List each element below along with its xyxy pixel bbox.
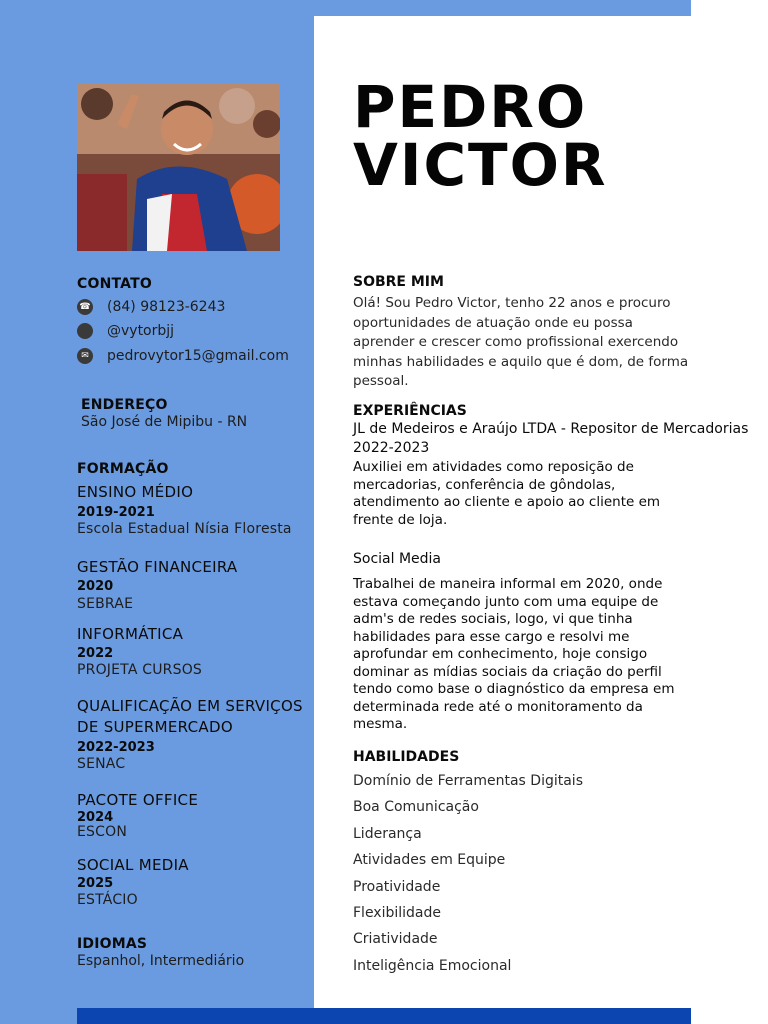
skills-list — [353, 768, 583, 979]
edu-year: 2019-2021 — [77, 505, 155, 520]
list-item: Proatividade — [353, 878, 441, 895]
experience-description: Trabalhei de maneira informal em 2020, onde estava começando junto com uma equipe de adm's de redes sociais, logo, vi que tinha habilidades para esse cargo e resolvi me aprofundar em conhecimento, hoje consigo dominar as mídias sociais da criação do perfil tendo como base o diagnóstico da empresa em determinada rede até o monitoramento da mesma. — [353, 576, 675, 732]
profile-photo-image — [77, 84, 280, 251]
contato-heading: CONTATO — [77, 276, 152, 292]
edu-institution: Escola Estadual Nísia Floresta — [77, 521, 292, 537]
edu-year: 2024 — [77, 810, 114, 825]
experience-title: JL de Medeiros e Araújo LTDA - Repositor de Mercadorias — [353, 421, 749, 437]
profile-photo — [77, 84, 280, 251]
edu-year: 2022 — [77, 646, 114, 661]
edu-title: PACOTE OFFICE — [77, 791, 199, 809]
phone-icon: ☎ — [77, 299, 93, 315]
formacao-heading: FORMAÇÃO — [77, 461, 169, 477]
list-item: Atividades em Equipe — [353, 852, 506, 869]
first-name: PEDRO — [353, 73, 588, 141]
idiomas-value: Espanhol, Intermediário — [77, 953, 245, 969]
instagram-value: @vytorbjj — [107, 323, 175, 339]
last-name: VICTOR — [353, 131, 608, 199]
edu-year: 2022-2023 — [77, 740, 155, 755]
experiencias-heading: EXPERIÊNCIAS — [353, 403, 467, 419]
experience-title: Social Media — [353, 551, 442, 567]
email-icon: ✉ — [77, 348, 93, 364]
contact-email — [77, 347, 289, 365]
edu-year: 2020 — [77, 579, 114, 594]
edu-title: SOCIAL MEDIA — [77, 856, 189, 874]
list-item: Criatividade — [353, 931, 438, 948]
edu-institution: ESCON — [77, 824, 127, 840]
list-item: Boa Comunicação — [353, 799, 479, 816]
list-item: Liderança — [353, 825, 422, 842]
edu-year: 2025 — [77, 876, 114, 891]
edu-title: ENSINO MÉDIO — [77, 483, 194, 501]
edu-title: INFORMÁTICA — [77, 625, 184, 643]
email-value: pedrovytor15@gmail.com — [107, 348, 289, 364]
footer-bar — [77, 1008, 691, 1024]
experience-year: 2022-2023 — [353, 440, 430, 456]
endereco-value: São José de Mipibu - RN — [81, 414, 248, 430]
list-item: Inteligência Emocional — [353, 957, 512, 974]
sobre-text: Olá! Sou Pedro Victor, tenho 22 anos e procuro oportunidades de atuação onde eu possa aprender e crescer como profissional exercendo minhas habilidades e aquilo que é dom, de forma pessoal. — [353, 295, 689, 389]
contact-phone — [77, 298, 225, 316]
phone-value: (84) 98123-6243 — [107, 299, 226, 315]
instagram-icon — [77, 323, 93, 339]
list-item: Domínio de Ferramentas Digitais — [353, 773, 583, 789]
list-item: Flexibilidade — [353, 904, 442, 921]
edu-institution: SENAC — [77, 756, 126, 772]
contact-instagram — [77, 322, 174, 340]
idiomas-heading: IDIOMAS — [77, 936, 148, 952]
endereco-heading: ENDEREÇO — [81, 397, 168, 413]
experience-description: Auxiliei em atividades como reposição de mercadorias, conferência de gôndolas, atendimento ao cliente e apoio ao cliente em frente de loja. — [353, 459, 661, 528]
edu-title: GESTÃO FINANCEIRA — [77, 558, 238, 576]
habilidades-heading: HABILIDADES — [353, 749, 460, 765]
edu-institution: PROJETA CURSOS — [77, 662, 202, 678]
sobre-heading: SOBRE MIM — [353, 274, 444, 290]
edu-title: QUALIFICAÇÃO EM SERVIÇOS DE SUPERMERCADO — [77, 697, 303, 736]
edu-institution: SEBRAE — [77, 596, 134, 612]
edu-institution: ESTÁCIO — [77, 892, 138, 908]
page-title — [353, 73, 608, 199]
